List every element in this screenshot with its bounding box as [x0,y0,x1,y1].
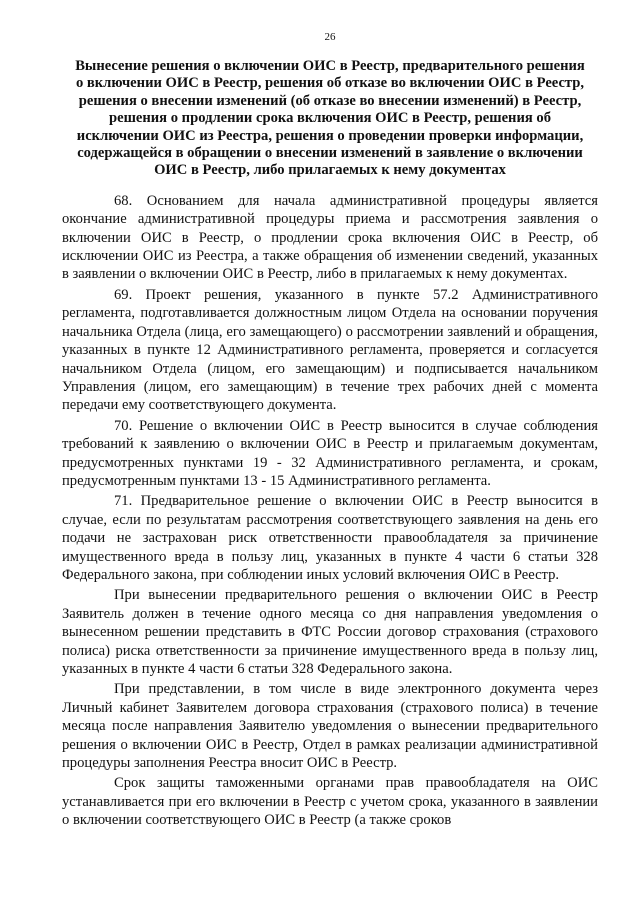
heading-line: решения о продлении срока включения ОИС в Реестр, решения об [108,110,552,127]
paragraph-insurance-submission: При представлении, в том числе в виде электронного документа через Личный кабинет Заявителем договора страхования (страхового полиса) в течение месяца после направления Заявителю уведомления о вынесении предварительного решения о включении ОИС в Реестр, Отдел в рамках реализации административной процедуры заполнения Реестра вносит ОИС в Реестр. [62,681,598,772]
heading-line: исключении ОИС из Реестра, решения о проведении проверки информации, [76,127,584,144]
paragraph-69: 69. Проект решения, указанного в пункте 57.2 Административного регламента, подготавливается должностным лицом Отдела на основании поручения начальника Отдела (лица, его замещающего) о рассмотрении заявлений и обращения, указанных в пункте 12 Административного регламента, проверяется и согласуется начальником Отдела (лицом, его замещающим) и подписывается начальником Управления (лицом, его замещающим) в течение трех рабочих дней с момента передачи ему соответствующего документа. [62,286,598,414]
paragraph-70: 70. Решение о включении ОИС в Реестр выносится в случае соблюдения требований к заявлению о включении ОИС в Реестр и прилагаемым документам, предусмотренных пунктами 19 - 32 Административного регламента, и срокам, предусмотренным пунктами 13 - 15 Административного регламента. [62,417,598,489]
paragraph-protection-term: Срок защиты таможенными органами прав правообладателя на ОИС устанавливается при его включении в Реестр с учетом срока, указанного в заявлении о включении соответствующего ОИС в Реестр (а также сроков [62,775,598,829]
heading-line: решения о внесении изменений (об отказе во внесении изменений) в Реестр, [78,92,582,109]
heading-line: ОИС в Реестр, либо прилагаемых к нему документах [154,162,506,179]
heading-line: Вынесение решения о включении ОИС в Реестр, предварительного решения [75,58,585,74]
page-number: 26 [324,31,336,43]
heading-line: содержащейся в обращении о внесении изменений в заявление о включении [77,145,583,162]
heading-line: о включении ОИС в Реестр, решения об отказе во включении ОИС в Реестр, [75,75,585,92]
document-page [62,30,598,832]
paragraph-71: 71. Предварительное решение о включении ОИС в Реестр выносится в случае, если по результатам рассмотрения соответствующего заявления на день его подачи не застрахован риск ответственности правообладателя за причинение имущественного вреда в пользу лиц, указанных в пункте 4 части 6 статьи 328 Федерального закона, при соблюдении иных условий включения ОИС в Реестр. [62,493,598,583]
section-heading [62,58,598,180]
paragraph-preliminary-decision: При вынесении предварительного решения о включении ОИС в Реестр Заявитель должен в течение одного месяца со дня направления уведомления о вынесенном решении представить в ФТС России договор страхования (страхового полиса) риска ответственности за причинение имущественного вреда в пользу лиц, указанных в пункте 4 части 6 статьи 328 Федерального закона. [62,587,598,677]
paragraph-68: 68. Основанием для начала административной процедуры является окончание административной процедуры приема и рассмотрения заявления о включении ОИС в Реестр, о продлении срока включения ОИС в Реестр, об исключении ОИС из Реестра, а также обращения об изменении сведений, указанных в заявлении о включении ОИС в Реестр, либо в прилагаемых к нему документах. [62,192,598,283]
